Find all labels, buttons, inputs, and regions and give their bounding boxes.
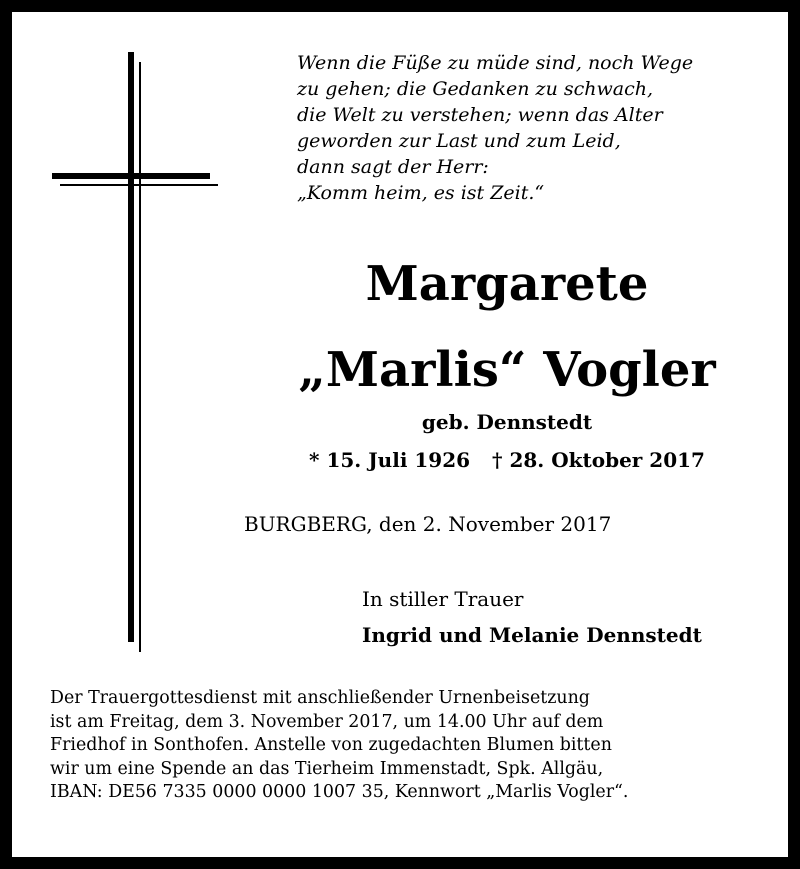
poem-line: „Komm heim, es ist Zeit.“ <box>297 182 545 204</box>
poem-line: geworden zur Last und zum Leid, <box>297 130 621 152</box>
life-dates <box>212 448 800 472</box>
service-info-line: wir um eine Spende an das Tierheim Immenstadt, Spk. Allgäu, <box>50 758 604 779</box>
deceased-first-name: Margarete <box>365 256 649 312</box>
death-date: † 28. Oktober 2017 <box>492 448 705 472</box>
poem-line: dann sagt der Herr: <box>297 156 489 178</box>
service-info <box>50 687 780 805</box>
cross-vertical-bar <box>128 52 134 642</box>
poem <box>297 50 767 206</box>
place-and-date: BURGBERG, den 2. November 2017 <box>244 512 612 536</box>
poem-line: Wenn die Füße zu müde sind, noch Wege <box>297 52 694 74</box>
poem-line: zu gehen; die Gedanken zu schwach, <box>297 78 653 100</box>
service-info-line: Der Trauergottesdienst mit anschließender Urnenbeisetzung <box>50 688 590 708</box>
service-info-line: IBAN: DE56 7335 0000 0000 1007 35, Kennwort „Marlis Vogler“. <box>50 782 629 802</box>
mourners-names: Ingrid und Melanie Dennstedt <box>362 623 702 647</box>
deceased-nickname-surname: „Marlis“ Vogler <box>298 342 716 398</box>
birth-date: * 15. Juli 1926 <box>309 448 471 472</box>
poem-line: die Welt zu verstehen; wenn das Alter <box>297 104 663 126</box>
service-info-line: ist am Freitag, dem 3. November 2017, um 14.00 Uhr auf dem <box>50 711 604 732</box>
cross-horizontal-bar <box>52 173 210 179</box>
cross-vertical-line <box>139 62 141 652</box>
maiden-name: geb. Dennstedt <box>421 410 593 434</box>
mourning-phrase: In stiller Trauer <box>362 587 524 611</box>
service-info-line: Friedhof in Sonthofen. Anstelle von zugedachten Blumen bitten <box>50 735 612 755</box>
cross-horizontal-line <box>60 184 218 186</box>
